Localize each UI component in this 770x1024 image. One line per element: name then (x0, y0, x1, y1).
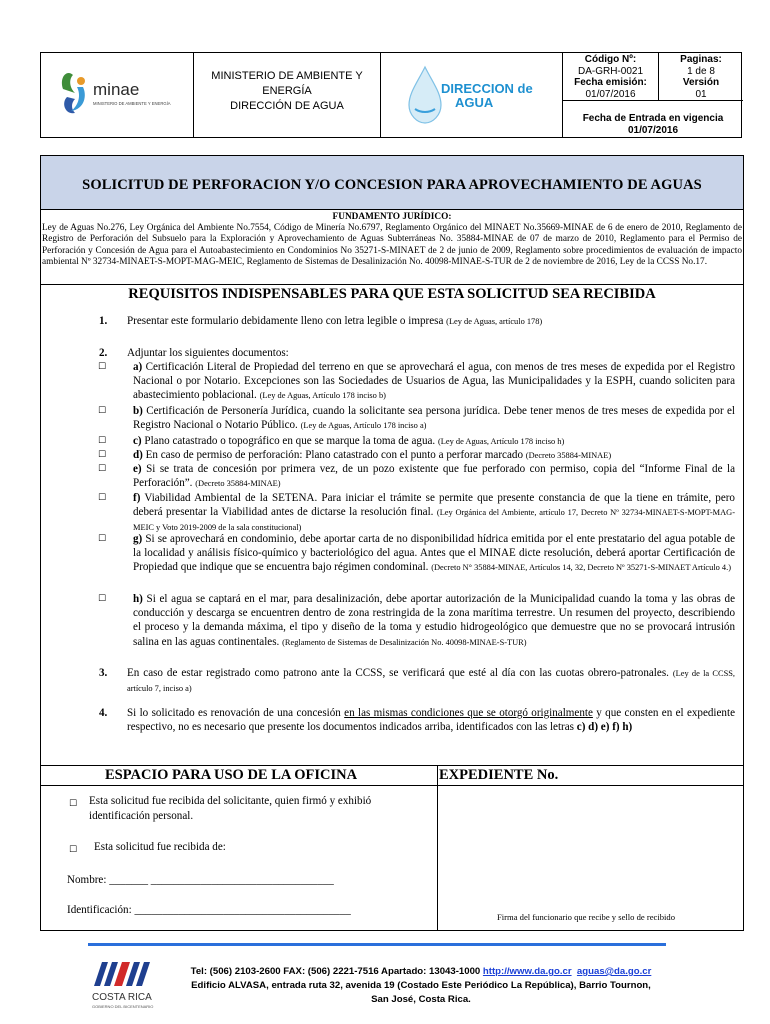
footer-contact (168, 965, 674, 1007)
legal-basis-title: FUNDAMENTO JURÍDICO: (332, 212, 452, 222)
checkbox[interactable]: ☐ (69, 845, 78, 855)
requirement-4-underlined: en las mismas condiciones que se otorgó originalmente (344, 707, 593, 719)
checkbox[interactable]: ☐ (98, 362, 107, 372)
checkbox[interactable]: ☐ (98, 534, 107, 544)
item-letter: e) (133, 463, 142, 475)
ministry-line-1: MINISTERIO DE AMBIENTE Y (211, 70, 363, 82)
item-number: 1. (99, 315, 108, 327)
document-e-ref: (Decreto 35884-MINAE) (195, 479, 281, 489)
document-f-ref: (Ley Orgánica del Ambiente, artículo 17, Decreto Nº 32734-MINAET-S-MOPT-MAG-MEIC y Voto 2019-2009 de la sala constitucional) (133, 508, 735, 533)
cr-logo-subtext: GOBIERNO DEL BICENTENARIO (92, 1004, 154, 1009)
document-h-ref: (Reglamento de Sistemas de Desalinización No. 40098-MINAE-S-TUR) (282, 637, 527, 647)
checkbox[interactable]: ☐ (98, 594, 107, 604)
requirement-2-text: Adjuntar los siguientes documentos: (127, 347, 289, 359)
office-use-title: ESPACIO PARA USO DE LA OFICINA (105, 767, 358, 783)
document-d-text: En caso de permiso de perforación: Plano catastrado con el punto a perforar marcado (145, 449, 523, 461)
ministry-name (194, 53, 381, 137)
requirement-4-text-b: y que consten en el expediente respectivo, no es necesario que presente los documentos indicados arriba, identificados con las letras (127, 707, 735, 734)
minae-logo-subtext: MINISTERIO DE AMBIENTE Y ENERGÍA (93, 101, 171, 106)
costa-rica-logo (88, 958, 160, 1016)
pages-label: Paginas: (680, 54, 722, 65)
code-label: Código Nº: (584, 54, 637, 65)
version-label: Versión (682, 77, 720, 88)
legal-basis (41, 210, 743, 285)
checkbox[interactable]: ☐ (98, 436, 107, 446)
signature-caption: Firma del funcionario que recibe y sello de recibido (497, 912, 676, 922)
item-number: 3. (99, 667, 108, 679)
document-c-ref: (Ley de Aguas, Artículo 178 inciso h) (437, 437, 565, 446)
form-title: SOLICITUD DE PERFORACION Y/O CONCESION PARA APROVECHAMIENTO DE AGUAS (82, 177, 702, 193)
checkbox[interactable]: ☐ (98, 450, 107, 460)
name-field[interactable]: Nombre: _______ _________________________________ (67, 874, 334, 886)
item-letter: d) (133, 449, 143, 461)
form-body (40, 155, 744, 931)
office-use-section (41, 765, 743, 930)
direccion-agua-logo (381, 53, 563, 137)
item-number: 2. (99, 347, 108, 359)
document-header (40, 52, 742, 138)
requirement-4-letters: c) d) e) f) h) (576, 721, 633, 734)
minae-logo-text: minae (93, 80, 140, 99)
requirement-4-text-a: Si lo solicitado es renovación de una concesión (127, 707, 341, 719)
document-g-ref: (Decreto N° 35884-MINAE, Artículos 14, 32, Decreto Nº 35271-S-MINAET Artículo 4.) (431, 563, 732, 573)
document-b-ref: (Ley de Aguas, Artículo 178 inciso a) (300, 421, 427, 431)
item-letter: g) (133, 533, 143, 545)
version-value: 01 (695, 88, 707, 100)
item-letter: a) (133, 361, 143, 373)
office-check-2-text: Esta solicitud fue recibida de: (94, 841, 226, 853)
item-letter: c) (133, 435, 142, 447)
office-check-1-text: Esta solicitud fue recibida del solicitante, quien firmó y exhibió identificación personal. (89, 795, 372, 822)
item-letter: f) (133, 492, 141, 504)
footer-address: Edificio ALVASA, entrada ruta 32, avenida 19 (Costado Este Periódico La República), Barrio Tournon, (191, 980, 651, 991)
title-band (41, 156, 743, 210)
document-metadata (563, 53, 743, 137)
expediente-label: EXPEDIENTE No. (439, 767, 559, 783)
cr-logo-text: COSTA RICA (92, 992, 152, 1003)
footer-city: San José, Costa Rica. (371, 994, 471, 1005)
footer-rule (88, 943, 666, 946)
identification-field[interactable]: Identificación: _______________________________________ (67, 904, 351, 916)
requirement-1-text: Presentar este formulario debidamente lleno con letra legible o impresa (127, 315, 444, 327)
minae-logo (41, 53, 194, 137)
effective-date-value: 01/07/2016 (627, 124, 679, 136)
document-a-ref: (Ley de Aguas, Artículo 178 inciso b) (259, 391, 386, 401)
issue-value: 01/07/2016 (585, 88, 636, 100)
legal-basis-text: Ley de Aguas No.276, Ley Orgánica del Ambiente No.7554, Código de Minería No.6797, Reglamento Orgánico del MINAET No.35669-MINAE de 6 de enero de 2010, Reglamento de Registro de Perforación del Subsuelo para la Exploración y Aprovechamiento de Aguas Subterráneas No. 35884-MINAE de 07 de marzo de 2010, Reglamento para el Permiso de Perforación y Concesión de Agua para el Autoabastecimiento en Condominios No 35271-S-MINAET de 2 de junio de 2009, Reglamento sobre procedimientos de evaluación de impacto ambiental Nº 32734-MINAET-S-MOPT-MAG-MEIC, Reglamento de Sistemas de Desalinización No. 40098-MINAE-S-TUR de 2 de noviembre de 2016, Ley de la CCSS No.17. (42, 223, 742, 267)
document-e-text: Si se trata de concesión por primera vez, de un pozo existente que fue perforado con permiso, copia del “Informe Final de la Perforación”. (133, 463, 735, 490)
document-f-text: Viabilidad Ambiental de la SETENA. Para iniciar el trámite se permite que presente constancia de que la tiene en trámite, pero deberá presentar la Viabilidad antes de dictarse la resolución final. (133, 492, 735, 519)
item-number: 4. (99, 707, 108, 719)
document-c-text: Plano catastrado o topográfico en que se marque la toma de agua. (144, 435, 436, 447)
document-h-text: Si el agua se captará en el mar, para desalinización, debe aportar autorización de la Municipalidad cuando la toma y las obras de conducción y descarga se encuentren dentro de zona restringida de la zona marítima terrestre. Un resumen del proyecto, describiendo el proceso y la demanda máxima, el tipo y diseño de la toma y estudio hidrogeológico que demuestre que no se provocará intrusión salina en las aguas continentales. (133, 593, 735, 648)
document-g-text: Si se aprovechará en condominio, debe aportar carta de no disponibilidad hídrica emitida por el ente prestatario del agua potable de la localidad y análisis físico-químico y bacteriológico del agua. Antes que el MINAE dicte resolución, deberá aportar Certificación de Propiedad que indique que se encuentra bajo régimen condominal. (133, 533, 735, 574)
effective-date-label: Fecha de Entrada en vigencia (582, 113, 724, 124)
code-value: DA-GRH-0021 (577, 65, 644, 77)
requirement-3-text: En caso de estar registrado como patrono ante la CCSS, se verificará que esté al día con las cuotas obrero-patronales. (127, 667, 669, 679)
email-link[interactable]: aguas@da.go.cr (576, 966, 652, 977)
website-link[interactable]: http://www.da.go.cr (482, 966, 572, 977)
checkbox[interactable]: ☐ (98, 406, 107, 416)
item-letter: b) (133, 405, 143, 417)
pages-value: 1 de 8 (687, 65, 715, 77)
checkbox[interactable]: ☐ (98, 464, 107, 474)
requirement-1-ref: (Ley de Aguas, artículo 178) (446, 317, 543, 326)
issue-label: Fecha emisión: (574, 77, 647, 88)
agua-logo-line-2: AGUA (455, 95, 494, 110)
footer-phone: Tel: (506) 2103-2600 FAX: (506) 2221-7516 Apartado: 13043-1000 (190, 966, 481, 977)
document-a-text: Certificación Literal de Propiedad del terreno en que se aprovechará el agua, con menos de tres meses de expedida por el Registro Nacional o por Notario. Excepciones son las Sociedades de Usuarios de Agua, las Municipalidades y la ESPH, cuando soliciten para abastecimiento poblacional. (133, 361, 735, 402)
document-b-text: Certificación de Personería Jurídica, cuando la solicitante sea persona jurídica. Debe tener menos de tres meses de expedida por el Registro Nacional o Notario Público. (133, 405, 735, 432)
checkbox[interactable]: ☐ (69, 799, 78, 809)
ministry-line-3: DIRECCIÓN DE AGUA (230, 100, 344, 112)
requirement-3-ref: (Ley de la CCSS, artículo 7, inciso a) (127, 669, 735, 694)
agua-logo-line-1: DIRECCION de (441, 81, 533, 96)
requirements-section (41, 286, 743, 734)
item-letter: h) (133, 593, 143, 605)
requirements-title: REQUISITOS INDISPENSABLES PARA QUE ESTA SOLICITUD SEA RECIBIDA (128, 286, 656, 302)
document-d-ref: (Decreto 35884-MINAE) (525, 451, 612, 460)
checkbox[interactable]: ☐ (98, 493, 107, 503)
ministry-line-2: ENERGÍA (262, 85, 312, 97)
